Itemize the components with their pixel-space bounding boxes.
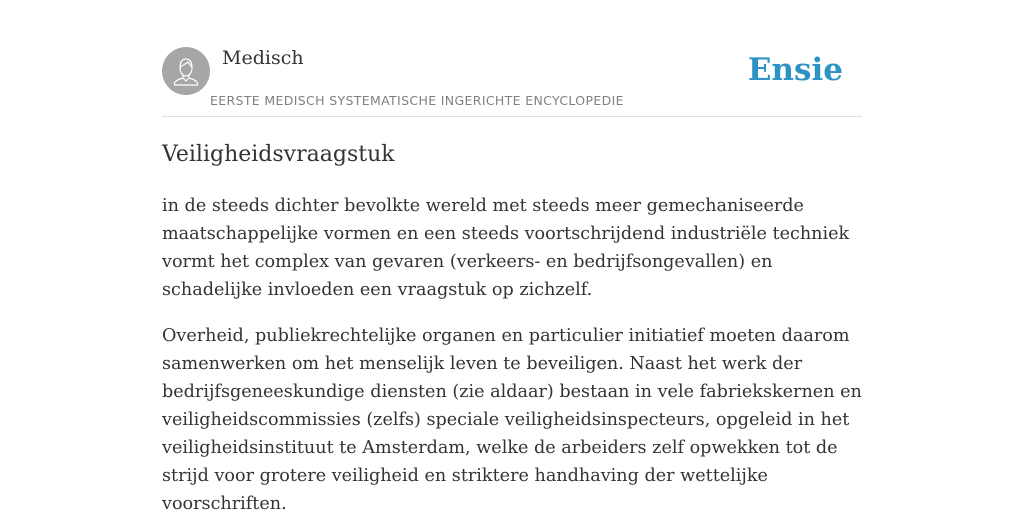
header (162, 44, 862, 117)
article-paragraph: Overheid, publiekrechtelijke organen en particulier initiatief moeten daarom samenwerken om het menselijk leven te beveiligen. Naast het werk der bedrijfsgeneeskundige diensten (zie aldaar) bestaan in vele fabriekskernen en veiligheidscommissies (zelfs) speciale veiligheidsinspecteurs, opgeleid in het veiligheidsinstituut te Amsterdam, welke de arbeiders zelf opwekken tot de strijd voor grotere veiligheid en striktere handhaving der wettelijke voorschriften. (162, 326, 862, 512)
article-body (162, 192, 867, 512)
brand-logo[interactable]: Ensie (747, 52, 843, 88)
article-title: Veiligheidsvraagstuk (162, 142, 395, 167)
article-paragraph: in de steeds dichter bevolkte wereld met steeds meer gemechaniseerde maatschappelijke vormen en een steeds voortschrijdend industriële techniek vormt het complex van gevaren (verkeers- en bedrijfsongevallen) en schadelijke invloeden een vraagstuk op zichzelf. (162, 196, 850, 300)
source-name[interactable]: Medisch (222, 47, 304, 69)
source-subtitle: EERSTE MEDISCH SYSTEMATISCHE INGERICHTE ENCYCLOPEDIE (210, 93, 624, 108)
user-icon (162, 47, 210, 95)
avatar[interactable] (162, 47, 210, 95)
